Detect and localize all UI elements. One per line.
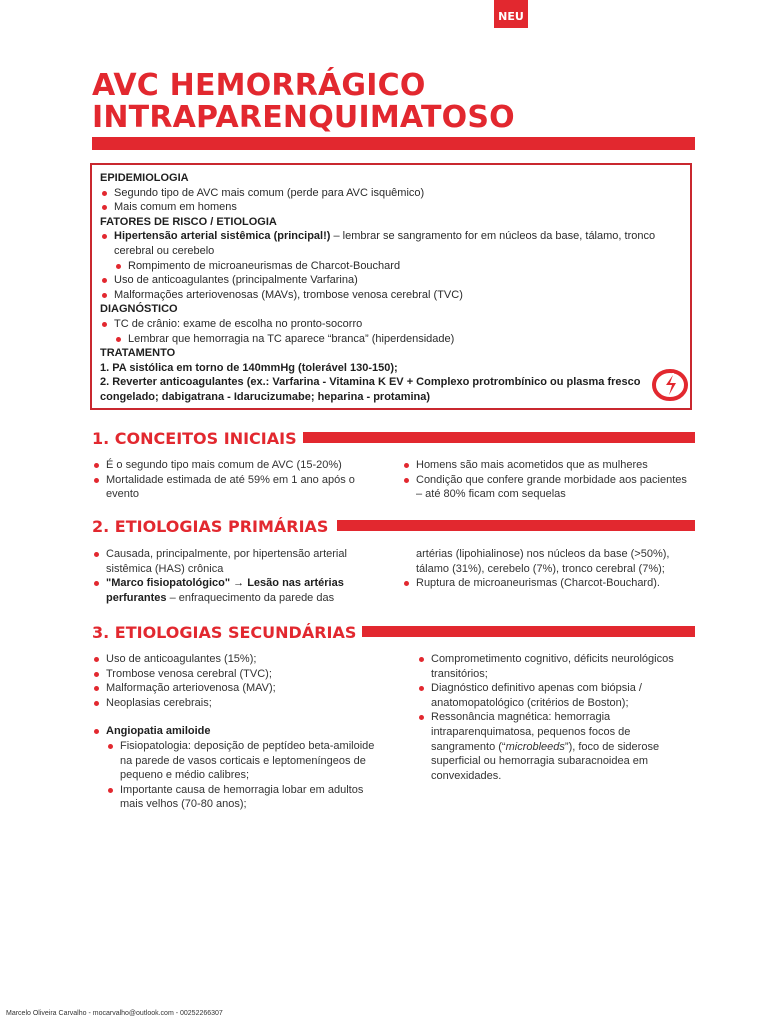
treat-line-1: 1. PA sistólica em torno de 140mmHg (tolerável 130-150); bbox=[100, 361, 398, 374]
section-3-left-column bbox=[92, 652, 384, 812]
diag-list bbox=[100, 317, 682, 346]
list-item: Diagnóstico definitivo apenas com biópsia / anatomopatológico (critérios de Boston); bbox=[417, 681, 685, 710]
mri-text-a: Ressonância magnética: hemorragia intraparenquimatosa, pequenos focos de sangramento (“ bbox=[431, 711, 631, 753]
list-item: TC de crânio: exame de escolha no pronto-socorro bbox=[100, 317, 682, 332]
brand-logo-icon bbox=[652, 369, 688, 401]
list-subitem: Importante causa de hemorragia lobar em adultos mais velhos (70-80 anos); bbox=[92, 783, 384, 812]
mri-text-em: microbleeds bbox=[505, 740, 565, 753]
list-item: Homens são mais acometidos que as mulheres bbox=[402, 458, 694, 473]
title-underline-bar bbox=[92, 137, 695, 150]
list-item bbox=[100, 229, 682, 258]
epi-list bbox=[100, 186, 682, 215]
marco-bold: "Marco fisiopatológico" → Lesão nas artérias perfurantes bbox=[106, 577, 344, 604]
list-item: Condição que confere grande morbidade aos pacientes – até 80% ficam com sequelas bbox=[402, 473, 694, 502]
section-3-right-column bbox=[417, 652, 685, 783]
section-2-left-column bbox=[92, 547, 384, 605]
risk1-rest: – lembrar se sangramento for em núcleos da base, tálamo, tronco cerebral ou cerebelo bbox=[114, 230, 656, 257]
category-tag: NEU bbox=[494, 0, 528, 28]
page-title bbox=[92, 70, 515, 134]
list-item: Neoplasias cerebrais; bbox=[92, 696, 384, 711]
summary-box bbox=[90, 163, 692, 410]
section-2-heading bbox=[92, 515, 328, 537]
marco-rest: – enfraquecimento da parede das bbox=[166, 591, 335, 604]
section-1-left-column bbox=[92, 458, 384, 502]
section-3-title: 3. ETIOLOGIAS SECUNDÁRIAS bbox=[92, 622, 357, 642]
title-line-2: INTRAPARENQUIMATOSO bbox=[92, 100, 515, 135]
title-line-1: AVC HEMORRÁGICO bbox=[92, 68, 426, 103]
list-item: Uso de anticoagulantes (15%); bbox=[92, 652, 384, 667]
list-item: Causada, principalmente, por hipertensão arterial sistêmica (HAS) crônica bbox=[92, 547, 384, 576]
list-item: Mortalidade estimada de até 59% em 1 ano após o evento bbox=[92, 473, 384, 502]
list-item-continuation: artérias (lipohialinose) nos núcleos da base (>50%), tálamo (31%), cerebelo (7%), tronco cerebral (7%); bbox=[416, 548, 670, 575]
list-item: Malformações arteriovenosas (MAVs), trombose venosa cerebral (TVC) bbox=[100, 288, 682, 303]
risk1-bold: Hipertensão arterial sistêmica (principal!) bbox=[114, 230, 331, 243]
footer-credit: Marcelo Oliveira Carvalho - mocarvalho@outlook.com - 00252266307 bbox=[6, 1010, 223, 1017]
epi-heading: EPIDEMIOLOGIA bbox=[100, 172, 189, 184]
section-2-right-column bbox=[402, 547, 694, 591]
list-item: É o segundo tipo mais comum de AVC (15-20%) bbox=[92, 458, 384, 473]
list-item bbox=[417, 710, 685, 783]
list-item: Angiopatia amiloide bbox=[92, 724, 384, 739]
treat-line-2: 2. Reverter anticoagulantes (ex.: Varfarina - Vitamina K EV + Complexo protrombínico ou plasma fresco congelado; dabigatrana - Idarucizumabe; heparina - protamina) bbox=[100, 376, 641, 403]
list-subitem: Fisiopatologia: deposição de peptídeo beta-amiloide na parede de vasos corticais e leptomeníngeos de pequeno e médio calibres; bbox=[92, 739, 384, 783]
section-2-bar bbox=[337, 520, 695, 531]
list-item: Trombose venosa cerebral (TVC); bbox=[92, 667, 384, 682]
section-1-bar bbox=[303, 432, 695, 443]
list-item: Malformação arteriovenosa (MAV); bbox=[92, 681, 384, 696]
section-3-heading bbox=[92, 621, 356, 643]
section-1-heading bbox=[92, 427, 297, 449]
mri-text-b: ”), foco de siderose superficial ou hemorragia subaracnoidea em convexidades. bbox=[431, 740, 660, 782]
section-2-title: 2. ETIOLOGIAS PRIMÁRIAS bbox=[92, 516, 329, 536]
list-subitem: Lembrar que hemorragia na TC aparece “branca” (hiperdensidade) bbox=[100, 332, 682, 347]
list-item: Comprometimento cognitivo, déficits neurológicos transitórios; bbox=[417, 652, 685, 681]
list-subitem: Rompimento de microaneurismas de Charcot-Bouchard bbox=[100, 259, 682, 274]
section-1-right-column bbox=[402, 458, 694, 502]
risk-list bbox=[100, 229, 682, 302]
diag-heading: DIAGNÓSTICO bbox=[100, 303, 178, 316]
list-item: Mais comum em homens bbox=[100, 200, 682, 215]
list-item: Segundo tipo de AVC mais comum (perde para AVC isquêmico) bbox=[100, 186, 682, 201]
section-3-bar bbox=[362, 626, 695, 637]
treat-heading: TRATAMENTO bbox=[100, 347, 176, 360]
list-item: Uso de anticoagulantes (principalmente Varfarina) bbox=[100, 273, 682, 288]
section-1-title: 1. CONCEITOS INICIAIS bbox=[92, 428, 297, 448]
list-item bbox=[92, 576, 384, 605]
list-item: Ruptura de microaneurismas (Charcot-Bouchard). bbox=[402, 576, 694, 591]
risk-heading: FATORES DE RISCO / ETIOLOGIA bbox=[100, 215, 277, 228]
